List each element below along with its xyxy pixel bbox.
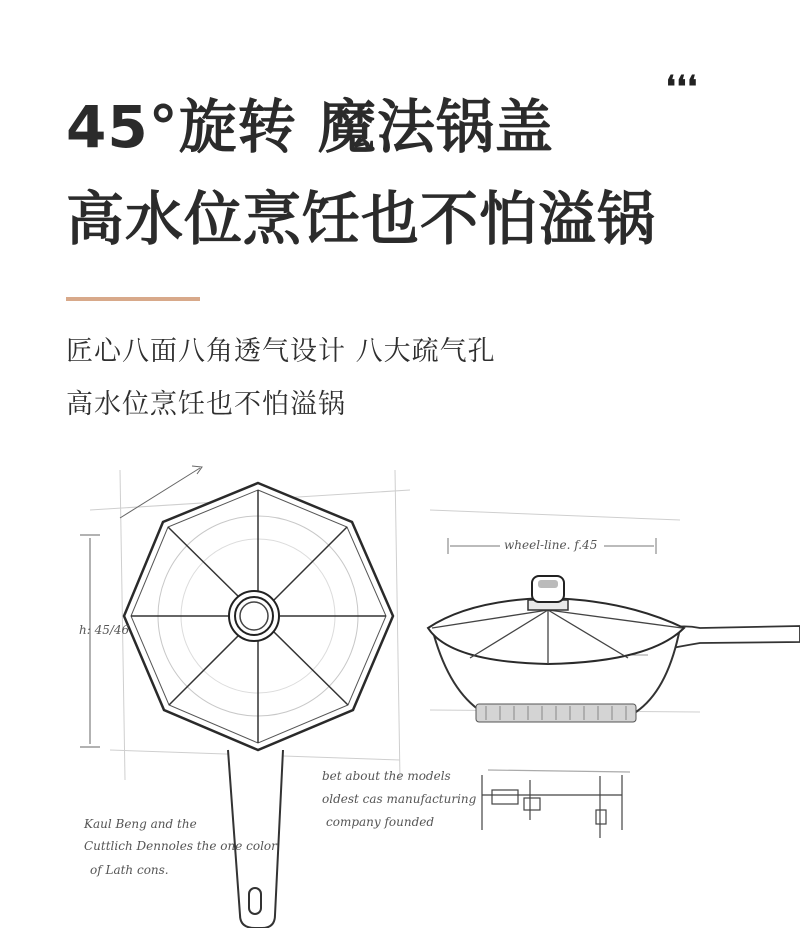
quote-mark-decoration: ❛❛❛ bbox=[666, 70, 699, 105]
pan-side-view bbox=[428, 538, 800, 722]
svg-text:company founded: company founded bbox=[326, 815, 435, 829]
description-line-1: 匠心八面八角透气设计 八大疏气孔 bbox=[66, 336, 496, 367]
handwritten-notes-middle bbox=[322, 769, 477, 829]
description-line-2: 高水位烹饪也不怕溢锅 bbox=[66, 389, 346, 420]
mechanism-sketch bbox=[482, 770, 630, 838]
svg-text:Cuttlich Dennoles the one colo: Cuttlich Dennoles the one color bbox=[84, 839, 277, 853]
headline-line-2: 高水位烹饪也不怕溢锅 bbox=[66, 185, 657, 253]
headline-line-1: 45°旋转 魔法锅盖 bbox=[66, 93, 554, 161]
svg-text:bet about the models: bet about the models bbox=[322, 769, 451, 783]
accent-divider bbox=[66, 297, 200, 301]
svg-text:of Lath cons.: of Lath cons. bbox=[90, 863, 169, 877]
side-dimension-note: h: 45/46 bbox=[79, 623, 130, 637]
svg-text:Kaul Beng and the: Kaul Beng and the bbox=[84, 817, 197, 831]
pan-sketch-illustration bbox=[0, 450, 800, 928]
svg-text:oldest cas manufacturing: oldest cas manufacturing bbox=[322, 792, 477, 806]
top-dimension-note: wheel-line. f.45 bbox=[504, 538, 598, 552]
pan-top-view bbox=[124, 483, 393, 928]
